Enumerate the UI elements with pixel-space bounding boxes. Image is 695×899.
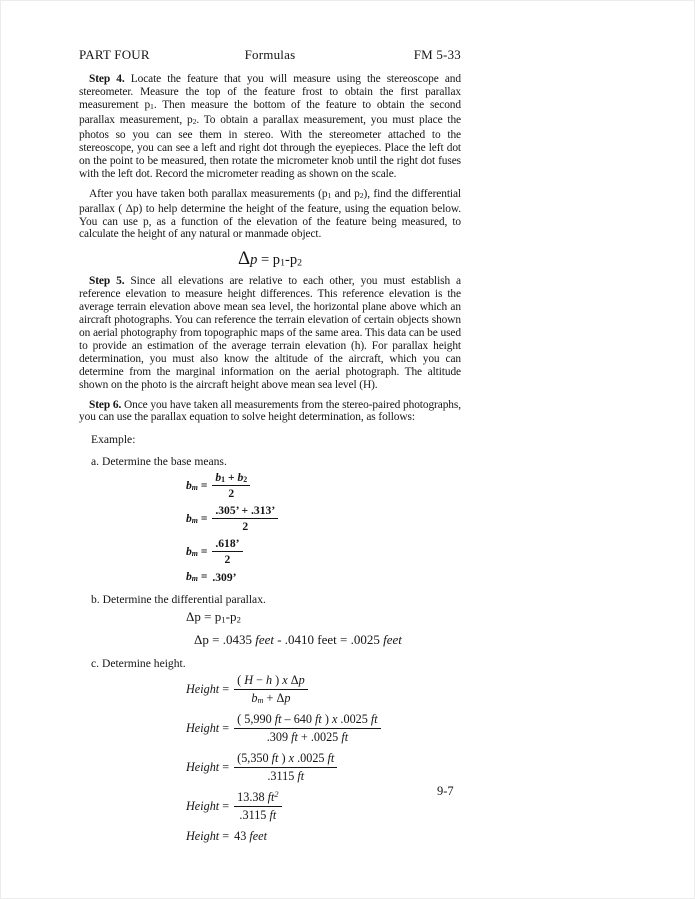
equation-lhs: Height =	[186, 759, 233, 774]
page-number: 9-7	[437, 784, 454, 798]
section-b-heading: b. Determine the differential parallax.	[91, 592, 266, 606]
fraction	[212, 504, 278, 533]
equation-dp-values	[194, 632, 461, 648]
page-content	[79, 47, 461, 850]
section-c-heading: c. Determine height.	[91, 656, 186, 670]
equation-bm-result	[186, 570, 461, 583]
fraction-numerator: .618’	[212, 537, 242, 552]
equation-block-base-means	[186, 471, 461, 583]
equation-lhs: bm =	[186, 545, 211, 559]
equation-rhs: .309’	[212, 570, 237, 584]
manual-number: FM 5-33	[413, 47, 461, 62]
fraction	[234, 790, 281, 823]
example-label: Example:	[91, 433, 136, 447]
fraction-numerator: ( H − h ) x Δp	[234, 673, 308, 690]
fraction-numerator: (5,350 ft ) x .0025 ft	[234, 751, 337, 768]
fraction-numerator: .305’ + .313’	[212, 504, 278, 519]
equation-differential-parallax-display: Δp = p1-p2	[238, 248, 302, 270]
fraction-numerator: ( 5,990 ft – 640 ft ) x .0025 ft	[234, 712, 381, 729]
fraction	[212, 471, 250, 500]
fraction-denominator: .309 ft + .0025 ft	[266, 729, 349, 744]
equation-lhs: bm =	[186, 479, 211, 493]
equation-lhs: Height =	[186, 681, 233, 696]
equation-block-height	[186, 673, 461, 844]
equation-line: Δp = p1-p2	[186, 608, 241, 624]
equation-block-differential-parallax	[186, 609, 461, 648]
fraction-denominator: .3115 ft	[267, 768, 305, 783]
paragraph-step-5: Step 5. Since all elevations are relative to each other, you must establish a reference elevation to measure height differences. This reference elevation is the average terrain elevation above mean sea level, the horizontal plane above which an aircraft photographs. You can reference the terrain elevation of certain objects shown on aerial photography from topographic maps of the same area. This data can be used to provide an estimation of the average terrain elevation (h). For parallax height determination, you must also know the altitude of the aircraft, which you can determine from the marginal information on the aerial photograph. The altitude shown on the photo is the aircraft height above mean sea level (H).	[79, 275, 461, 391]
equation-height-result	[186, 829, 461, 844]
equation-height-values	[186, 712, 461, 745]
page-header	[79, 47, 461, 63]
fraction-denominator: 2	[242, 520, 249, 534]
equation-height-product	[186, 790, 461, 823]
equation-bm-symbolic	[186, 471, 461, 500]
equation-height-symbolic	[186, 673, 461, 706]
equation-rhs: 43 feet	[234, 828, 267, 843]
fraction-numerator: 13.38 $ft^2$	[234, 790, 281, 807]
equation-lhs: bm =	[186, 570, 211, 584]
equation-lhs: Height =	[186, 828, 233, 843]
paragraph-step-4: Step 4. Locate the feature that you will measure using the stereoscope and stereometer. Measure the top of the feature frost to obtain the first parallax measurement p1. Then measure the bottom of the feature to obtain the second parallax measurement, p2. To obtain a parallax measurement, you must place the photos so you can see them in stereo. With the stereometer attached to the stereoscope, you can see a left and right dot through the eyepieces. Place the left dot on the point to be measured, then rotate the micrometer knob until the right dot fuses with the left dot. Record the micrometer reading as shown on the scale.	[79, 73, 462, 180]
fraction-denominator: 2	[224, 553, 231, 567]
fraction	[234, 751, 337, 784]
chapter-title: Formulas	[244, 47, 296, 62]
fraction-denominator: 2	[228, 487, 235, 501]
paragraph-step-6: Step 6. Once you have taken all measurements from the stereo-paired photographs, you can use the parallax equation to solve height determination, as follows:	[79, 398, 461, 424]
paragraph-after-measurements: After you have taken both parallax measurements (p1 and p2), find the differential parallax ( Δp) to help determine the height of the feature, using the equation below. You can use p, as a function of the elevation of the feature being measured, to calculate the height of any natural or manmade object.	[79, 187, 461, 241]
equation-line: Δp = .0435 feet - .0410 feet = .0025 feet	[194, 631, 402, 647]
fraction	[234, 712, 381, 745]
equation-lhs: Height =	[186, 720, 233, 735]
part-label: PART FOUR	[79, 47, 150, 62]
fraction-denominator: bm + Δp	[251, 690, 291, 705]
section-a-heading: a. Determine the base means.	[91, 455, 227, 469]
fraction-denominator: .3115 ft	[239, 807, 277, 822]
fraction	[234, 673, 308, 706]
fraction	[212, 537, 242, 566]
equation-lhs: Height =	[186, 798, 233, 813]
equation-height-simplified	[186, 751, 461, 784]
fraction-numerator: b1 + b2	[212, 471, 250, 486]
equation-dp-symbolic	[186, 609, 461, 625]
equation-lhs: bm =	[186, 512, 211, 526]
equation-bm-values	[186, 504, 461, 533]
equation-bm-sum	[186, 537, 461, 566]
